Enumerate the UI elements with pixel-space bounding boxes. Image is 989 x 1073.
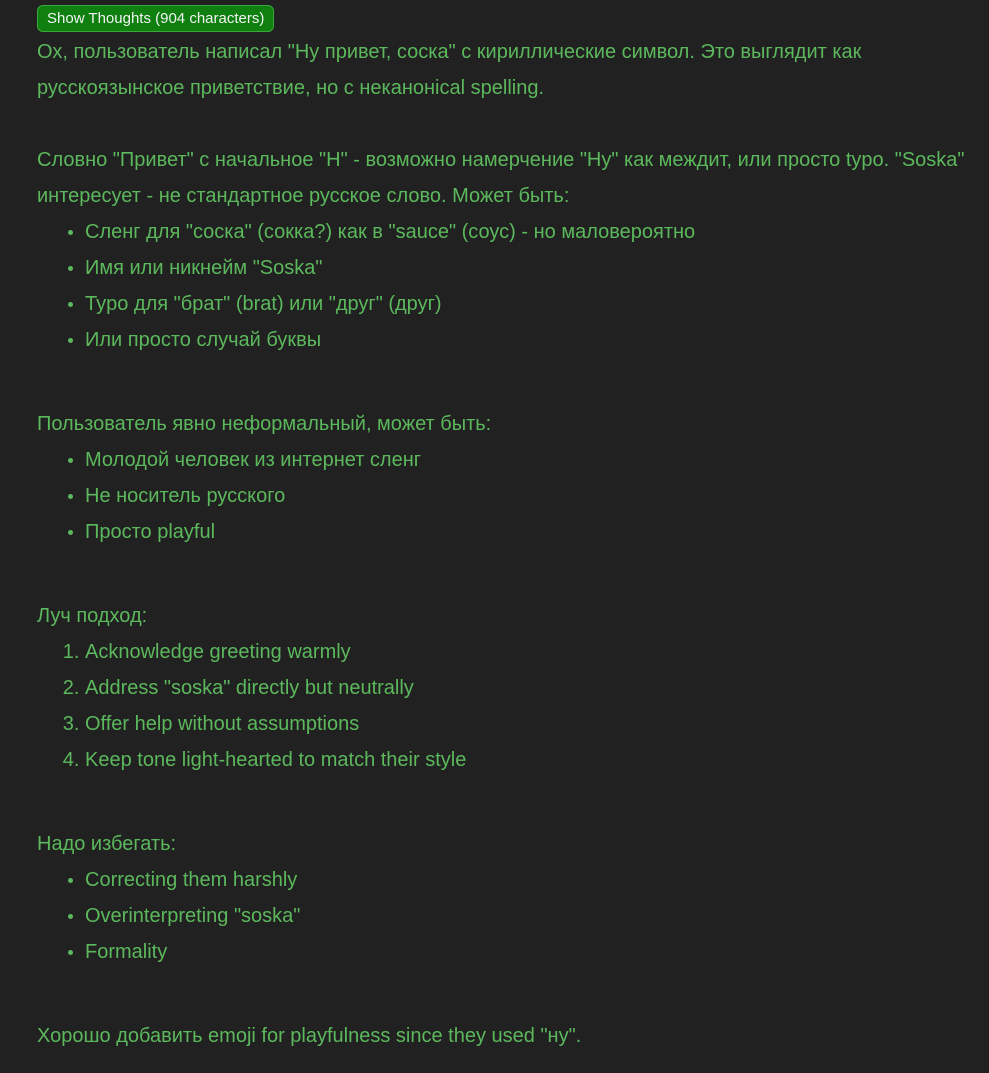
list-item: 2. Address "soska" directly but neutrally: [85, 670, 967, 706]
thought-list-approach-steps: [37, 634, 967, 778]
list-item: • Formality: [85, 934, 967, 970]
thought-list-user-traits: [37, 442, 967, 550]
thought-paragraph-analysis: Словно "Привет" с начальное "Н" - возможно намерчение "Ну" как междит, или просто typo. "Soska" интересует - не стандартное русское слово. Может быть:: [37, 149, 965, 207]
thought-list-soska-possibilities: [37, 214, 967, 358]
list-item: • Просто playful: [85, 514, 967, 550]
list-item: • Typo для "брат" (brat) или "друг" (друг): [85, 286, 967, 322]
list-item: • Не носитель русского: [85, 478, 967, 514]
list-item: • Correcting them harshly: [85, 862, 967, 898]
thought-paragraph-approach-heading: Луч подход:: [37, 605, 148, 627]
show-thoughts-button[interactable]: Show Thoughts (904 characters): [37, 5, 274, 32]
list-item: • Имя или никнейм "Soska": [85, 250, 967, 286]
thought-paragraph-emoji-note: Хорошо добавить emoji for playfulness since they used "ну".: [37, 1025, 582, 1047]
list-item: • Молодой человек из интернет сленг: [85, 442, 967, 478]
list-item: • Overinterpreting "soska": [85, 898, 967, 934]
thinking-content: [37, 34, 967, 1054]
thought-list-avoid-items: [37, 862, 967, 970]
thought-paragraph-intro: Ох, пользователь написал "Ну привет, соска" с кириллические символ. Это выглядит как русскоязынское приветствие, но с неканонical spelling.: [37, 41, 862, 99]
list-item: 4. Keep tone light-hearted to match their style: [85, 742, 967, 778]
thought-paragraph-avoid-heading: Надо избегать:: [37, 833, 177, 855]
thinking-panel: [37, 5, 967, 1054]
thought-paragraph-user-profile: Пользователь явно неформальный, может быть:: [37, 413, 492, 435]
list-item: • Или просто случай буквы: [85, 322, 967, 358]
list-item: 3. Offer help without assumptions: [85, 706, 967, 742]
list-item: 1. Acknowledge greeting warmly: [85, 634, 967, 670]
list-item: • Сленг для "соска" (сокка?) как в "sauce" (соус) - но маловероятно: [85, 214, 967, 250]
